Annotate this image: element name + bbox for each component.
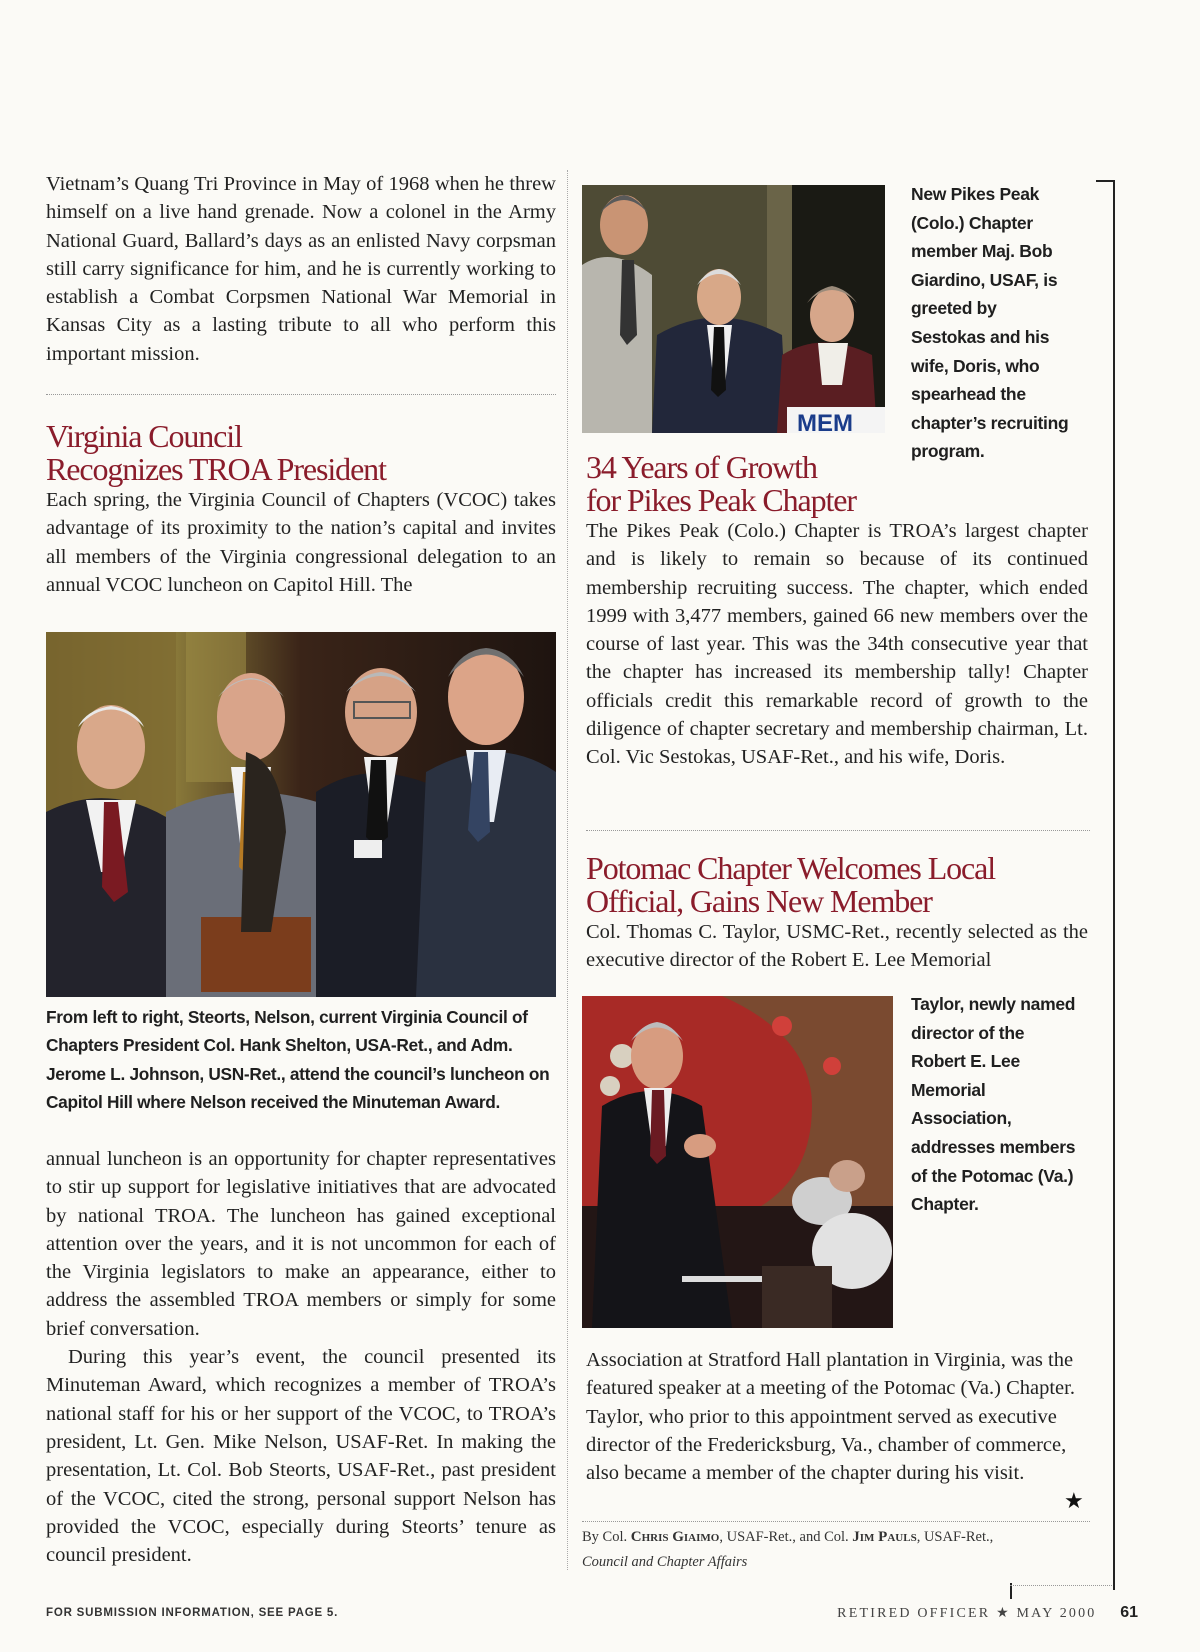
issue-date: MAY 2000: [1016, 1606, 1097, 1621]
potomac-body-cont: Association at Stratford Hall plantation in Virginia, was the featured speaker at a meeting of the Potomac (Va.) Chapter. Taylor, who prior to this appointment served as executive director of the Fredericksburg, Va., chamber of commerce, also became a member of the chapter during his visit.: [586, 1349, 1075, 1485]
virginia-caption-block: [46, 1003, 561, 1117]
potomac-continuation: [586, 1346, 1088, 1487]
byline-suffix: , USAF-Ret.,: [916, 1529, 994, 1545]
potomac-article: [586, 852, 1088, 975]
pikes-peak-photo-image: [582, 185, 885, 433]
bracket-vertical: [1113, 180, 1115, 1590]
potomac-caption-block: [911, 990, 1083, 1219]
intro-paragraph: Vietnam’s Quang Tri Province in May of 1968 when he threw himself on a live hand grenade. Now a colonel in the Army National Guard, Ballard’s days as an enlisted Navy corpsman still carry significance for him, and he is currently working to establish a Combat Corpsmen National War Memorial in Kansas City as a lasting tribute to all who perform this important mission.: [46, 173, 556, 365]
byline-author-1: Chris Giaimo: [630, 1529, 720, 1545]
pikes-caption-block: [911, 180, 1071, 466]
byline: [582, 1525, 1082, 1575]
end-mark-star: ★: [1064, 1488, 1084, 1513]
page-footer: [837, 1604, 1138, 1622]
column-divider: [567, 170, 568, 1570]
pikes-peak-photo-caption: New Pikes Peak (Colo.) Chapter member Maj. Bob Giardino, USAF, is greeted by Sestokas and his wife, Doris, who spearhead the chapter’s recruiting program.: [911, 184, 1069, 462]
potomac-photo-image: [582, 996, 893, 1328]
virginia-photo-caption: From left to right, Steorts, Nelson, current Virginia Council of Chapters President Col. Hank Shelton, USA-Ret., and Adm. Jerome L. Johnson, USN-Ret., attend the council’s luncheon on Capitol Hill where Nelson received the Minuteman Award.: [46, 1007, 550, 1113]
virginia-photo: [46, 632, 556, 997]
bracket-bottom-rule: [1010, 1585, 1112, 1586]
virginia-article: [46, 420, 556, 599]
virginia-headline-line2: Recognizes TROA President: [46, 451, 386, 487]
byline-divider: [582, 1521, 1090, 1522]
page-number: 61: [1120, 1604, 1138, 1621]
potomac-headline-line1: Potomac Chapter Welcomes Local: [586, 850, 996, 886]
pikes-body: The Pikes Peak (Colo.) Chapter is TROA’s largest chapter and is likely to remain so because of its continued membership recruiting success. The chapter, which ended 1999 with 3,477 members, gained 66 new members over the course of last year. This was the 34th consecutive year that the chapter has increased its membership tally! Chapter officials credit this remarkable record of growth to the diligence of chapter secretary and membership chairman, Lt. Col. Vic Sestokas, USAF-Ret., and his wife, Doris.: [586, 520, 1088, 769]
potomac-body-start: Col. Thomas C. Taylor, USMC-Ret., recently selected as the executive director of the Robert E. Lee Memorial: [586, 921, 1088, 972]
pikes-headline-line1: 34 Years of Growth: [586, 449, 817, 485]
virginia-paragraph-1: Each spring, the Virginia Council of Chapters (VCOC) takes advantage of its proximity to the nation’s capital and invites all members of the Virginia congressional delegation to an annual VCOC luncheon on Capitol Hill. The: [46, 489, 556, 596]
pikes-article: [586, 451, 1088, 772]
virginia-headline-line1: Virginia Council: [46, 418, 242, 454]
pikes-peak-photo: [582, 185, 885, 433]
left-column: [46, 170, 556, 368]
potomac-photo-caption: Taylor, newly named director of the Robert E. Lee Memorial Association, addresses members of the Potomac (Va.) Chapter.: [911, 994, 1076, 1215]
virginia-paragraph-1-cont: annual luncheon is an opportunity for chapter representatives to stir up support for legislative initiatives that are advocated by national TROA. The luncheon has gained exceptional attention over the years, and it is not uncommon for each of the Virginia legislators to make an appearance, either to address the assembled TROA members or simply for some brief conversation.: [46, 1148, 556, 1340]
potomac-headline-line2: Official, Gains New Member: [586, 883, 932, 919]
section-divider-right: [586, 830, 1090, 831]
magazine-name: RETIRED OFFICER: [837, 1606, 991, 1621]
virginia-continuation: [46, 1145, 556, 1569]
pikes-headline: [586, 451, 1088, 517]
pikes-photo-sign: MEM: [797, 410, 853, 433]
pikes-headline-line2: for Pikes Peak Chapter: [586, 482, 856, 518]
virginia-headline: [46, 420, 556, 486]
byline-department: Council and Chapter Affairs: [582, 1554, 748, 1570]
byline-mid: , USAF-Ret., and Col.: [719, 1529, 849, 1545]
footer-separator: ★: [996, 1606, 1011, 1621]
submission-info: FOR SUBMISSION INFORMATION, SEE PAGE 5.: [46, 1607, 339, 1619]
virginia-paragraph-2: During this year’s event, the council presented its Minuteman Award, which recognizes a member of TROA’s national staff for his or her support of the VCOC, to TROA’s president, Lt. Gen. Mike Nelson, USAF-Ret. In making the presentation, Lt. Col. Bob Steorts, USAF-Ret., past president of the VCOC, cited the strong, personal support Nelson has provided the VCOC, especially during Steorts’ tenure as council president.: [46, 1346, 556, 1567]
potomac-headline: [586, 852, 1088, 918]
byline-author-2: Jim Pauls: [852, 1529, 917, 1545]
section-divider: [46, 394, 556, 395]
byline-prefix: By Col.: [582, 1529, 628, 1545]
bracket-top: [1096, 180, 1114, 182]
potomac-photo: [582, 996, 893, 1328]
virginia-photo-image: [46, 632, 556, 997]
byline-block: [582, 1525, 1082, 1575]
